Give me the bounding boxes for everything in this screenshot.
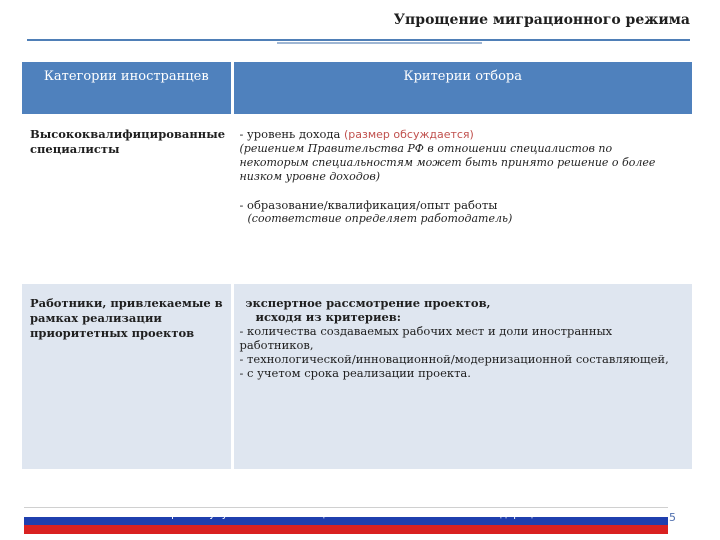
criterion-lead: экспертное рассмотрение проектов, xyxy=(245,296,491,310)
list-item: - технологической/инновационной/модернизационной составляющей, xyxy=(239,352,669,366)
criterion-income-label: - уровень дохода xyxy=(239,127,341,141)
category-cell: Высококвалифицированные специалисты xyxy=(22,115,232,284)
criterion-education: - образование/квалификация/опыт работы xyxy=(239,198,498,212)
criterion-income-note: (размер обсуждается) xyxy=(343,128,474,141)
page-number: 5 xyxy=(669,511,676,524)
title-underline xyxy=(27,39,690,41)
footer-flag-bar xyxy=(24,507,668,533)
title-underline-accent xyxy=(277,42,482,44)
flag-stripe-red xyxy=(24,525,668,534)
criteria-cell xyxy=(232,115,692,284)
criterion-income xyxy=(240,127,685,142)
criterion-lead-2: исходя из критериев: xyxy=(255,310,402,324)
table-row xyxy=(22,115,692,284)
category-cell: Работники, привлекаемые в рамках реализации приоритетных проектов xyxy=(22,284,232,470)
footer-text: О мерах по улучшению инвестиционного климата Российской Федерации xyxy=(145,509,547,520)
table-row xyxy=(22,284,692,470)
header-criteria: Критерии отбора xyxy=(232,62,692,115)
criteria-cell xyxy=(232,284,692,470)
list-item: - количества создаваемых рабочих мест и доли иностранных работников, xyxy=(239,324,613,352)
criterion-income-italic: (решением Правительства РФ в отношении специалистов по некоторым специальностям может быть принято решение о более низком уровне доходов) xyxy=(239,142,656,183)
criteria-table xyxy=(22,62,692,469)
header-categories: Категории иностранцев xyxy=(22,62,232,115)
slide-title: Упрощение миграционного режима xyxy=(393,12,690,28)
criterion-education-italic: (соответствие определяет работодатель) xyxy=(247,212,513,225)
list-item: - с учетом срока реализации проекта. xyxy=(239,366,471,380)
